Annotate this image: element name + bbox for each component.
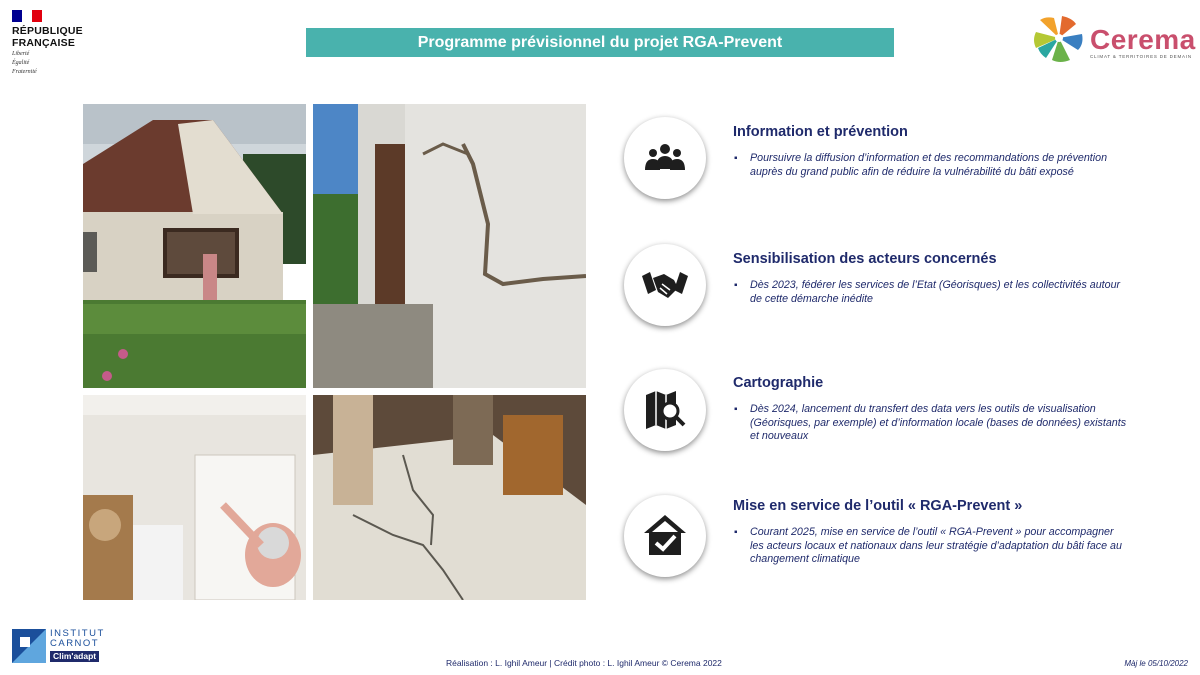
section-3-badge <box>624 369 706 451</box>
page-title: Programme prévisionnel du projet RGA-Prevent <box>306 28 894 57</box>
section-3-title: Cartographie <box>733 375 824 391</box>
cerema-flower-icon <box>1032 14 1086 64</box>
indoor-crack-photo <box>83 395 306 600</box>
floor-crack-photo <box>313 395 586 600</box>
republique-line-2: FRANÇAISE <box>12 37 76 49</box>
motto-liberte: Liberté <box>12 51 30 57</box>
motto-egalite: Égalité <box>12 60 30 66</box>
carnot-line-3: Clim'adapt <box>50 651 99 662</box>
section-1-badge <box>624 117 706 199</box>
section-2-badge <box>624 244 706 326</box>
house-check-icon <box>640 511 690 561</box>
update-date: Màj le 05/10/2022 <box>1124 659 1188 668</box>
republique-francaise-logo <box>12 10 102 76</box>
cracked-wall-photo <box>313 104 586 388</box>
section-4-badge <box>624 495 706 577</box>
carnot-line-2: CARNOT <box>50 638 100 649</box>
handshake-icon <box>640 260 690 310</box>
carnot-mark-icon <box>12 629 46 663</box>
cerema-logo <box>1032 14 1196 66</box>
republique-line-1: RÉPUBLIQUE <box>12 25 83 37</box>
section-1-title: Information et prévention <box>733 124 908 140</box>
cerema-name: Cerema <box>1090 24 1196 55</box>
section-4-title: Mise en service de l’outil « RGA-Prevent » <box>733 498 1023 514</box>
section-2-text: ▪ Dès 2023, fédérer les services de l’Etat (Géorisques) et les collectivités autour de cette démarche inédite <box>750 279 1130 306</box>
carnot-line-1: INSTITUT <box>50 628 105 639</box>
french-flag-icon <box>12 10 42 22</box>
house-photo <box>83 104 306 388</box>
group-icon <box>640 133 690 183</box>
institut-carnot-logo <box>12 629 112 663</box>
cerema-tagline: CLIMAT & TERRITOIRES DE DEMAIN <box>1090 54 1192 59</box>
motto-fraternite: Fraternité <box>12 69 37 75</box>
section-2-title: Sensibilisation des acteurs concernés <box>733 251 997 267</box>
map-search-icon <box>640 385 690 435</box>
section-1-text: ▪ Poursuivre la diffusion d’information et des recommandations de prévention auprès du grand public afin de réduire la vulnérabilité du bâti exposé <box>750 152 1130 179</box>
section-4-text: ▪ Courant 2025, mise en service de l’outil « RGA-Prevent » pour accompagner les acteurs locaux et nationaux dans leur stratégie d’adaptation du bâti face au changement climatique <box>750 526 1130 567</box>
section-3-text: ▪ Dès 2024, lancement du transfert des data vers les outils de visualisation (Géorisques, par exemple) et d’information locale (bases de données) existants et nouveaux <box>750 403 1130 444</box>
photo-credits: Réalisation : L. Ighil Ameur | Crédit photo : L. Ighil Ameur © Cerema 2022 <box>446 658 722 668</box>
